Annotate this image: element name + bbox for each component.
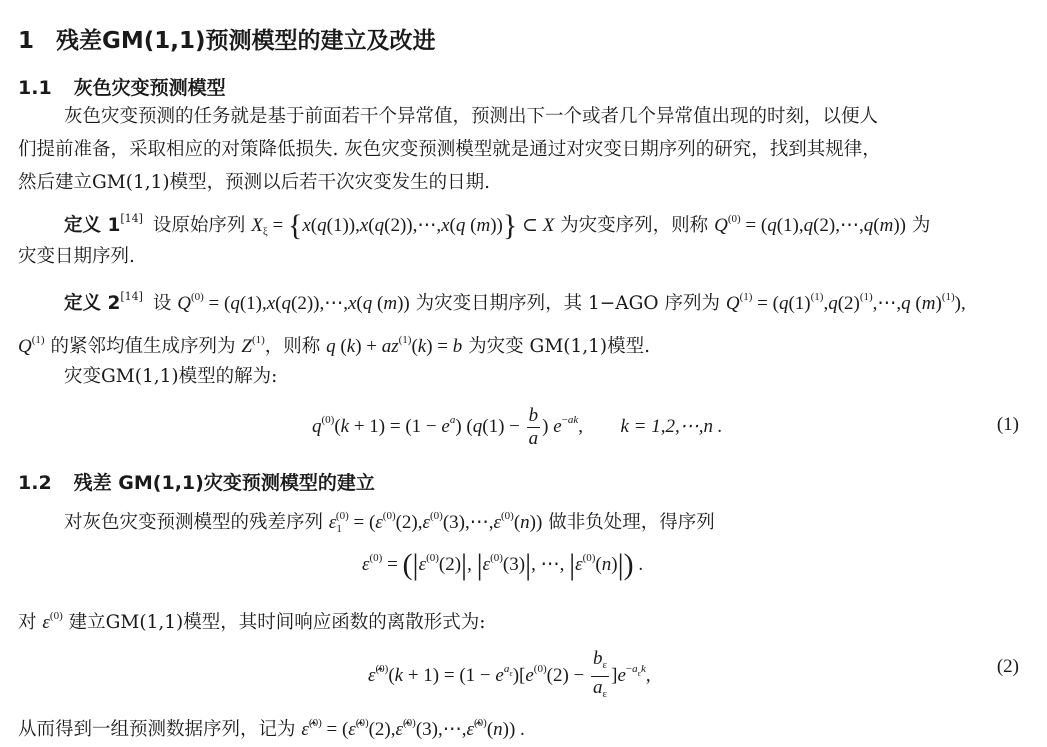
def1-text-b: 为灾变序列，则称 xyxy=(560,215,709,236)
equation-2-number: (2) xyxy=(996,656,1019,677)
subsection-title: 灰色灾变预测模型 xyxy=(73,77,226,99)
math-original-sequence: $X_\xi$ = {x(q(1)),x(q(2)),⋯,x(q (m))} ⊂ X xyxy=(251,209,555,242)
definition-1-continued: 灾变日期序列. xyxy=(18,246,135,267)
math-q1: $Q^{(1)}$ xyxy=(18,334,45,357)
definition-2 xyxy=(64,280,966,320)
def2-text-e: 为灾变 GM(1,1)模型. xyxy=(468,336,651,357)
citation-ref: [14] xyxy=(120,212,143,225)
subsection-title: 残差 GM(1,1)灾变预测模型的建立 xyxy=(73,472,375,494)
line1-text-b: 做非负处理，得序列 xyxy=(548,512,715,533)
definition-2-label: 定义 2 xyxy=(64,293,121,314)
section-number: 1 xyxy=(18,28,35,54)
paragraph-line-1: 灰色灾变预测的任务就是基于前面若干个异常值，预测出下一个或者几个异常值出现的时刻，以便人 xyxy=(64,106,879,127)
math-epsilon: $\varepsilon^{(0)}$ xyxy=(42,610,63,633)
paragraph-line-3: 然后建立GM(1,1)模型，预测以后若干次灾变发生的日期. xyxy=(18,172,490,193)
subsection-heading-1-2 xyxy=(18,468,375,495)
math-date-sequence-def2: $Q^{(0)}$ = (q(1),x(q(2)),⋯,x(q (m)) xyxy=(177,291,410,314)
math-ago-sequence: $Q^{(1)}$ = ($q(1)^{(1)},q(2)^{(1)},\cdots,q$ $(m)^{(1)}$), xyxy=(725,291,966,314)
citation-ref: [14] xyxy=(120,290,143,303)
residual-sequence-line xyxy=(64,500,715,546)
equation-nonneg-sequence: $\varepsilon^{(0)} = (|\varepsilon^{(0)}(2)|$, $|\varepsilon^{(0)}(3)|$, ⋯, $|\varepsilon^{(0)}(n)|$) . xyxy=(362,548,644,581)
def2-text-d: ，则称 xyxy=(264,336,321,357)
def2-text-a: 设 xyxy=(152,293,172,314)
def1-text-c: 为 xyxy=(911,215,931,236)
definition-1-label: 定义 1 xyxy=(64,215,121,236)
paragraph-line-2: 们提前准备，采取相应的对策降低损失. 灰色灾变预测模型就是通过对灾变日期序列的研究，找到其规律， xyxy=(18,139,881,160)
solution-intro: 灾变GM(1,1)模型的解为: xyxy=(64,366,278,387)
prediction-sequence-line xyxy=(18,707,525,746)
math-date-sequence: $Q^{(0)}$ = (q(1),q(2),⋯,q(m)) xyxy=(714,213,906,236)
subsection-number: 1.1 xyxy=(18,77,52,99)
line2-text-a: 对 xyxy=(18,612,37,633)
equation-2: ε̂$^{(0)}$(k + $1) = (1 - e^{a_\varepsilon})[e^{(0)}(2)$ − $\frac{b_\varepsilon}{a_\varepsilon}$ ]$e^{-a_\varepsilon k}$, xyxy=(368,648,651,700)
line1-text-a: 对灰色灾变预测模型的残差序列 xyxy=(64,512,324,533)
subsection-number: 1.2 xyxy=(18,472,52,494)
section-heading xyxy=(18,22,436,55)
subsection-heading-1-1 xyxy=(18,73,226,100)
math-prediction-sequence: ε̂$^{(0)}$ = (ε̂$^{(0)}$(2),ε̂$^{(0)}$(3),⋯,ε̂$^{(0)}$(n)) . xyxy=(301,717,525,740)
equation-1: $q^{(0)}(k + 1) = (1 - e^a) (q(1)$ − $\frac{b}{a}$ ) $e^{-ak}$, k = 1,2,⋯,n . xyxy=(312,405,723,449)
def1-text-a: 设原始序列 xyxy=(152,215,246,236)
math-residual-sequence: $\varepsilon_1^{(0)}$ = $(\varepsilon^{(0)}(2),\varepsilon^{(0)}(3),\cdots,\varepsilon^{(0)}(n))$ xyxy=(328,510,543,535)
def2-text-b: 为灾变日期序列，其 1−AGO 序列为 xyxy=(415,293,720,314)
section-title: 残差GM(1,1)预测模型的建立及改进 xyxy=(56,28,436,54)
definition-2-continued xyxy=(18,324,650,363)
definition-1 xyxy=(64,202,930,249)
math-z1: $Z^{(1)}$ xyxy=(241,334,265,357)
math-gm-model: q $(k) + az^{(1)}(k) = b$ xyxy=(326,334,463,357)
equation-1-suffix: k = 1,2,⋯,n . xyxy=(620,415,723,437)
line3-text-a: 从而得到一组预测数据序列，记为 xyxy=(18,719,296,740)
def2-text-c: 的紧邻均值生成序列为 xyxy=(50,336,236,357)
line2-text-b: 建立GM(1,1)模型，其时间响应函数的离散形式为: xyxy=(68,612,486,633)
equation-1-number: (1) xyxy=(996,414,1019,435)
model-setup-line xyxy=(18,600,485,639)
